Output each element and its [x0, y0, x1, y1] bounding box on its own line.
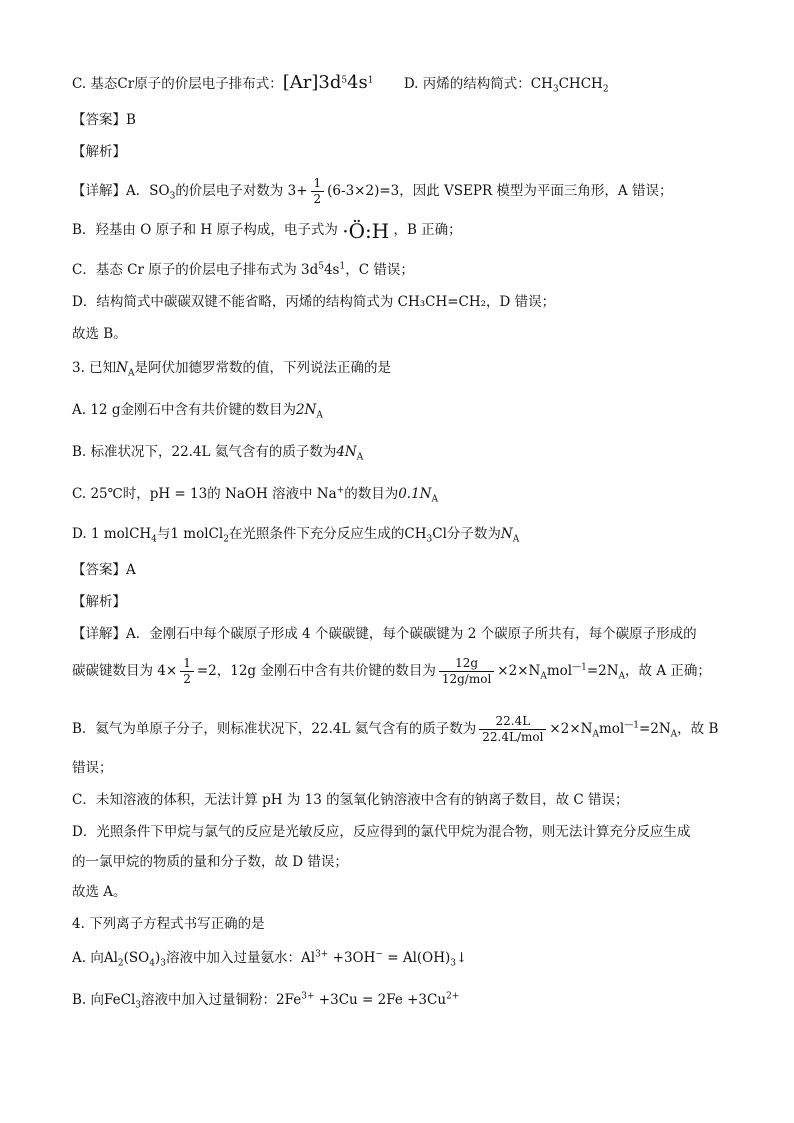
q2-detail-d: D．结构简式中碳碳双键不能省略，丙烯的结构简式为 CH₃CH=CH₂，D 错误； — [72, 294, 556, 310]
q2-option-d: D. 丙烯的结构简式：$CH_3CHCH_2$ — [403, 76, 609, 95]
q2-detail-b: B．羟基由 O 原子和 H 原子构成，电子式为 ·Ö:H ，B 正确； — [72, 218, 462, 243]
q3-detail-b-line1: B．氦气为单原子分子，则标准状况下，22.4L 氦气含有的质子数为 $\frac{22.4L}{\text{22.4L/mol}}$ $\times 2\times N_Amol^{—1}=2N_A$，故 B — [72, 714, 719, 744]
q3-detail-c: C．未知溶液的体积，无法计算 pH 为 13 的氢氧化钠溶液中含有的钠离子数目，故 C 错误； — [72, 792, 629, 808]
q3-option-a: A. 12 g金刚石中含有共价键的数目为$2N_A$ — [72, 402, 323, 421]
q3-detail-a-line2: 碳碳键数目为 4× $\frac{1}{2}$ =2，12g 金刚石中含有共价键的数目为 $\frac{12g}{\text{12g/mol}}$ $\times 2\times N_Amol^{—1}=2N_A$，故 A 正确； — [72, 656, 711, 686]
q3-option-c: C. 25℃时，pH = 13的 NaOH 溶液中 Na+的数目为$0.1N_A$ — [72, 485, 438, 505]
fraction: $\frac{22.4L}{\text{22.4L/mol}}$ — [479, 714, 546, 745]
q3-detail-d-line2: 的一氯甲烷的物质的量和分子数，故 D 错误； — [72, 854, 348, 870]
q4-option-a: A. 向$Al_2(SO_4)_3$溶液中加入过量氨水：$Al^{3+} +3OH^-$ = $Al(OH)_3↓$ — [72, 949, 468, 969]
hydroxyl-lewis-structure: ·Ö:H — [342, 218, 390, 243]
q2-answer: 【答案】B — [72, 112, 136, 128]
q4-stem: 4. 下列离子方程式书写正确的是 — [72, 916, 265, 932]
q4-option-b: B. 向FeCl$_3$溶液中加入过量铜粉：$2Fe^{3+} +3Cu = 2Fe +3Cu^{2+}$ — [72, 991, 460, 1011]
q2-detail-a: 【详解】A．$SO_3$的价层电子对数为 3+ $\frac{1}{2}$ (6-3×2)=3，因此 VSEPR 模型为平面三角形，A 错误； — [72, 176, 673, 206]
q3-analysis-label: 【解析】 — [72, 594, 126, 610]
q2-option-c: C. 基态Cr原子的价层电子排布式：$[Ar]3d^54s^1$ — [72, 72, 374, 93]
q3-detail-a-line1: 【详解】A．金刚石中每个碳原子形成 4 个碳碳键，每个碳碳键为 2 个碳原子所共有，每个碳原子形成的 — [72, 626, 697, 642]
q3-conclusion: 故选 A。 — [72, 884, 127, 900]
fraction: $\frac{1}{2}$ — [180, 656, 194, 687]
q2-detail-c: C．基态 Cr 原子的价层电子排布式为 $3d^54s^1$，C 错误； — [72, 261, 414, 278]
fraction: $\frac{1}{2}$ — [311, 176, 325, 207]
fraction: $\frac{12g}{\text{12g/mol}}$ — [439, 656, 494, 687]
q3-detail-b-line2: 错误； — [72, 760, 113, 776]
q3-option-b: B. 标准状况下，22.4L 氦气含有的质子数为$4N_A$ — [72, 444, 364, 463]
q2-conclusion: 故选 B。 — [72, 326, 127, 342]
q2-analysis-label: 【解析】 — [72, 144, 126, 160]
q3-stem: 3. 已知$N_A$是阿伏加德罗常数的值，下列说法正确的是 — [72, 360, 391, 379]
q3-option-d: D. 1 molCH$_4$与1 molCl$_2$在光照条件下充分反应生成的$CH_3Cl$分子数为$N_A$ — [72, 526, 520, 545]
q3-detail-d-line1: D．光照条件下甲烷与氯气的反应是光敏反应，反应得到的氯代甲烷为混合物，则无法计算充分反应生成 — [72, 824, 691, 840]
q2-option-c-d-row — [72, 72, 609, 93]
q3-answer: 【答案】A — [72, 562, 136, 578]
